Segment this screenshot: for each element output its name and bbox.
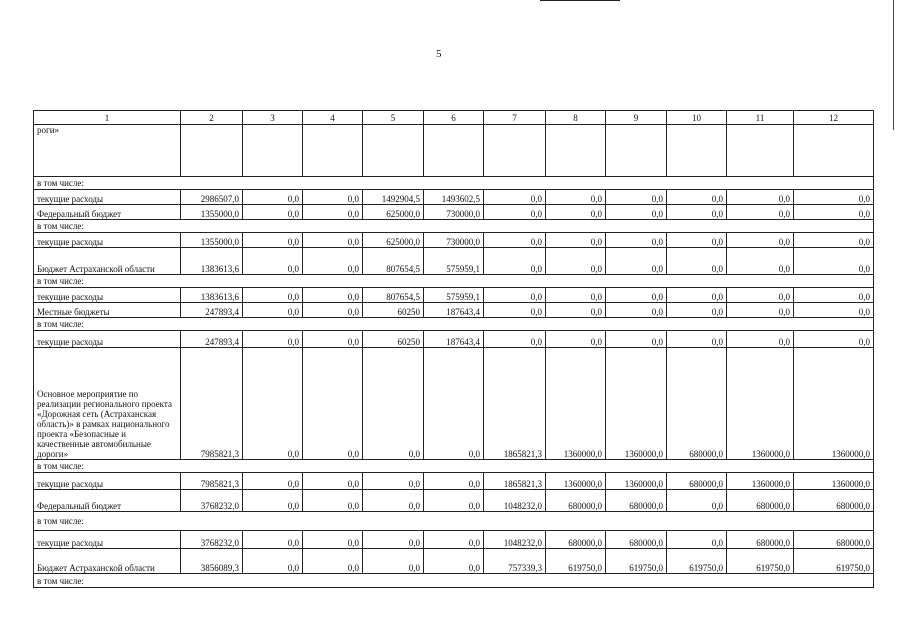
value-cell: 247893,4 [181,303,243,318]
value-cell: 0,0 [546,233,606,248]
value-cell: 0,0 [303,348,363,460]
column-header-10: 10 [667,111,727,125]
table-row [34,248,874,275]
value-cell: 757339,3 [484,549,546,574]
value-cell: 0,0 [546,331,606,348]
value-cell: 1360000,0 [546,348,606,460]
group-label: в том числе: [34,574,874,588]
value-cell: 680000,0 [794,531,874,549]
value-cell: 619750,0 [606,549,667,574]
value-cell: 625000,0 [363,233,424,248]
page-number: 5 [436,48,442,60]
value-cell: 0,0 [303,490,363,512]
value-cell: 0,0 [243,490,303,512]
value-cell [243,125,303,177]
table-body [34,125,874,588]
table-row [34,531,874,549]
table-row [34,574,874,588]
row-label: текущие расходы [34,531,181,549]
value-cell: 1360000,0 [727,348,794,460]
value-cell: 680000,0 [794,490,874,512]
row-label: Федеральный бюджет [34,205,181,220]
value-cell: 0,0 [363,473,424,490]
value-cell: 0,0 [667,331,727,348]
budget-table [33,110,874,588]
value-cell: 187643,4 [424,331,484,348]
value-cell: 0,0 [727,248,794,275]
header-row [34,111,874,125]
value-cell: 1383613,6 [181,288,243,303]
row-label: Федеральный бюджет [34,490,181,512]
value-cell: 0,0 [303,531,363,549]
table-row [34,125,874,177]
value-cell: 1493602,5 [424,190,484,205]
value-cell: 3768232,0 [181,531,243,549]
column-header-5: 5 [363,111,424,125]
table-row [34,549,874,574]
value-cell: 0,0 [424,531,484,549]
value-cell: 0,0 [363,549,424,574]
value-cell: 0,0 [667,490,727,512]
value-cell: 0,0 [303,205,363,220]
value-cell: 0,0 [303,190,363,205]
value-cell: 0,0 [484,248,546,275]
value-cell: 1360000,0 [606,473,667,490]
table-row [34,348,874,460]
row-label: текущие расходы [34,473,181,490]
value-cell: 0,0 [794,190,874,205]
value-cell: 1355000,0 [181,205,243,220]
value-cell: 0,0 [667,288,727,303]
value-cell: 0,0 [363,490,424,512]
value-cell: 0,0 [546,205,606,220]
column-header-12: 12 [794,111,874,125]
value-cell: 3768232,0 [181,490,243,512]
value-cell: 0,0 [303,288,363,303]
table-row [34,288,874,303]
group-label: в том числе: [34,318,874,331]
row-label: текущие расходы [34,288,181,303]
value-cell: 619750,0 [546,549,606,574]
column-header-9: 9 [606,111,667,125]
value-cell: 0,0 [484,303,546,318]
value-cell: 0,0 [546,248,606,275]
value-cell: 187643,4 [424,303,484,318]
value-cell: 680000,0 [727,490,794,512]
table-row [34,205,874,220]
value-cell: 1383613,6 [181,248,243,275]
value-cell: 1360000,0 [546,473,606,490]
value-cell [546,125,606,177]
value-cell: 0,0 [794,303,874,318]
value-cell: 0,0 [243,549,303,574]
value-cell: 0,0 [794,288,874,303]
column-header-2: 2 [181,111,243,125]
value-cell: 0,0 [667,233,727,248]
value-cell: 0,0 [424,490,484,512]
row-label: Бюджет Астраханской области [34,248,181,275]
value-cell: 1360000,0 [794,473,874,490]
column-header-7: 7 [484,111,546,125]
value-cell: 0,0 [243,473,303,490]
column-header-4: 4 [303,111,363,125]
value-cell: 680000,0 [667,473,727,490]
value-cell: 0,0 [243,531,303,549]
value-cell: 0,0 [484,190,546,205]
value-cell: 0,0 [727,331,794,348]
value-cell: 807654,5 [363,248,424,275]
value-cell: 1865821,3 [484,473,546,490]
group-label: в том числе: [34,512,874,531]
value-cell: 730000,0 [424,233,484,248]
value-cell: 680000,0 [606,490,667,512]
table-row [34,233,874,248]
value-cell [606,125,667,177]
table-row [34,318,874,331]
value-cell: 1360000,0 [606,348,667,460]
table-row [34,512,874,531]
value-cell: 680000,0 [727,531,794,549]
value-cell: 1355000,0 [181,233,243,248]
value-cell [181,125,243,177]
value-cell [667,125,727,177]
value-cell: 0,0 [303,473,363,490]
column-header-6: 6 [424,111,484,125]
value-cell: 680000,0 [546,490,606,512]
value-cell: 0,0 [303,331,363,348]
row-label: текущие расходы [34,233,181,248]
value-cell: 575959,1 [424,288,484,303]
table-row [34,331,874,348]
value-cell [794,125,874,177]
value-cell: 0,0 [606,205,667,220]
group-label: в том числе: [34,275,874,288]
value-cell: 0,0 [424,549,484,574]
table-row [34,220,874,233]
value-cell: 1048232,0 [484,490,546,512]
column-header-8: 8 [546,111,606,125]
value-cell: 0,0 [794,233,874,248]
value-cell: 807654,5 [363,288,424,303]
scan-mark-top [540,0,620,1]
value-cell: 575959,1 [424,248,484,275]
value-cell: 0,0 [546,303,606,318]
value-cell: 0,0 [363,531,424,549]
value-cell: 0,0 [727,288,794,303]
value-cell: 1360000,0 [794,348,874,460]
value-cell: 60250 [363,331,424,348]
group-label: в том числе: [34,177,874,190]
value-cell: 680000,0 [606,531,667,549]
row-label: текущие расходы [34,331,181,348]
table-row [34,275,874,288]
value-cell: 0,0 [606,190,667,205]
value-cell: 0,0 [667,303,727,318]
value-cell: 680000,0 [546,531,606,549]
value-cell: 2986507,0 [181,190,243,205]
value-cell: 0,0 [667,190,727,205]
value-cell: 0,0 [667,531,727,549]
value-cell [484,125,546,177]
value-cell: 619750,0 [667,549,727,574]
table-row [34,190,874,205]
group-label: в том числе: [34,460,874,473]
value-cell: 0,0 [606,288,667,303]
value-cell: 0,0 [243,248,303,275]
value-cell [727,125,794,177]
value-cell: 0,0 [667,205,727,220]
value-cell: 0,0 [727,233,794,248]
value-cell: 680000,0 [667,348,727,460]
value-cell [363,125,424,177]
value-cell: 0,0 [484,331,546,348]
value-cell: 0,0 [424,348,484,460]
value-cell: 0,0 [727,303,794,318]
table-row [34,303,874,318]
value-cell: 0,0 [794,248,874,275]
column-header-11: 11 [727,111,794,125]
value-cell: 0,0 [546,288,606,303]
value-cell: 0,0 [727,190,794,205]
value-cell: 1048232,0 [484,531,546,549]
value-cell: 0,0 [484,288,546,303]
value-cell: 625000,0 [363,205,424,220]
value-cell: 0,0 [606,233,667,248]
value-cell: 1492904,5 [363,190,424,205]
value-cell [424,125,484,177]
table-row [34,473,874,490]
value-cell: 0,0 [243,303,303,318]
row-label: Основное мероприятие по реализации регионального проекта «Дорожная сеть (Астраханская область)» в рамках национального проекта «Безопасные и качественные автомобильные дороги» [34,348,181,460]
value-cell: 0,0 [243,331,303,348]
value-cell: 730000,0 [424,205,484,220]
column-header-3: 3 [243,111,303,125]
value-cell: 0,0 [606,248,667,275]
group-label: в том числе: [34,220,874,233]
value-cell: 619750,0 [794,549,874,574]
value-cell: 0,0 [243,190,303,205]
value-cell: 7985821,3 [181,348,243,460]
value-cell: 0,0 [667,248,727,275]
value-cell: 0,0 [484,233,546,248]
value-cell: 0,0 [606,303,667,318]
row-label: текущие расходы [34,190,181,205]
value-cell: 0,0 [424,473,484,490]
value-cell [303,125,363,177]
scan-mark-right [893,0,894,130]
row-label: Местные бюджеты [34,303,181,318]
value-cell: 0,0 [303,233,363,248]
value-cell: 7985821,3 [181,473,243,490]
row-label: Бюджет Астраханской области [34,549,181,574]
value-cell: 0,0 [727,205,794,220]
value-cell: 0,0 [303,549,363,574]
value-cell: 0,0 [243,233,303,248]
table-row [34,177,874,190]
value-cell: 3856089,3 [181,549,243,574]
table-row [34,460,874,473]
value-cell: 0,0 [794,205,874,220]
value-cell: 1865821,3 [484,348,546,460]
table-row [34,490,874,512]
value-cell: 1360000,0 [727,473,794,490]
value-cell: 247893,4 [181,331,243,348]
value-cell: 0,0 [606,331,667,348]
value-cell: 0,0 [303,303,363,318]
column-header-1: 1 [34,111,181,125]
value-cell: 619750,0 [727,549,794,574]
value-cell: 0,0 [243,288,303,303]
value-cell: 0,0 [243,205,303,220]
row-label: роги» [34,125,181,177]
value-cell: 0,0 [546,190,606,205]
value-cell: 0,0 [794,331,874,348]
value-cell: 0,0 [243,348,303,460]
value-cell: 60250 [363,303,424,318]
value-cell: 0,0 [363,348,424,460]
value-cell: 0,0 [303,248,363,275]
value-cell: 0,0 [484,205,546,220]
